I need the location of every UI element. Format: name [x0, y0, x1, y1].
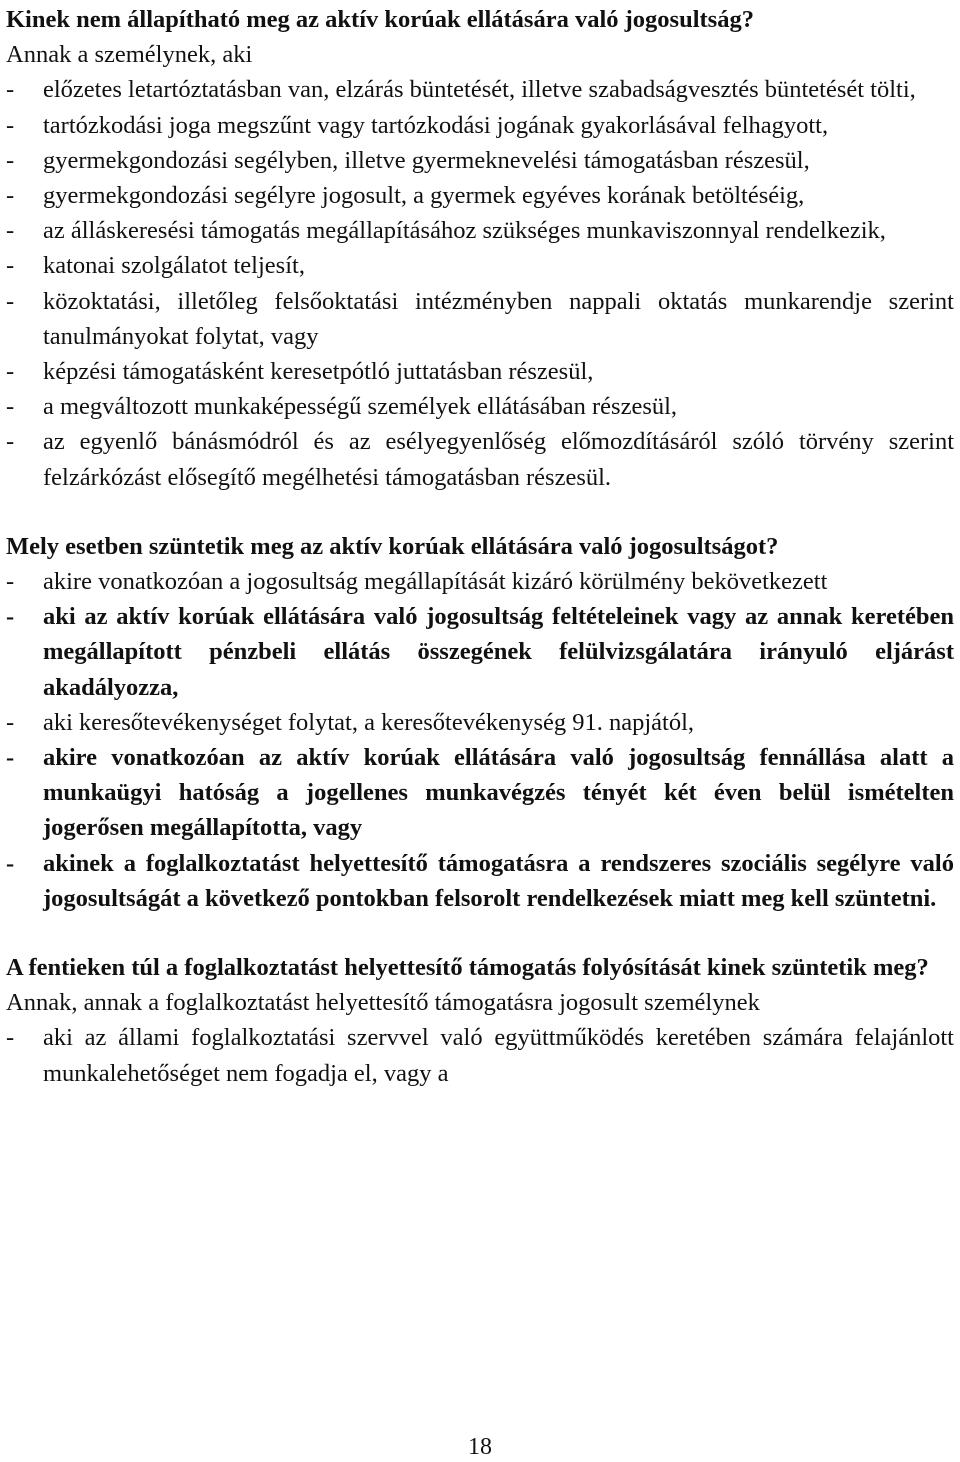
list-dash: - [6, 146, 15, 174]
list-item [6, 143, 954, 178]
list-item-text: aki az állami foglalkoztatási szervvel való együttműködés keretében számára felajánlott munkalehetőséget nem fogadja el, vagy a [43, 1024, 954, 1087]
list-item-text: gyermekgondozási segélyben, illetve gyermeknevelési támogatásban részesül, [43, 146, 810, 174]
list-dash: - [6, 287, 15, 315]
list-item-text: katonai szolgálatot teljesít, [43, 252, 305, 280]
list-dash: - [6, 393, 15, 421]
section-support-termination [6, 950, 954, 1091]
document-page [6, 2, 954, 1125]
list-item [6, 284, 954, 354]
list-item [6, 705, 954, 740]
list-item-text: képzési támogatásként keresetpótló juttatásban részesül, [43, 358, 594, 386]
list-dash: - [6, 849, 15, 877]
list-dash: - [6, 428, 15, 456]
list-dash: - [6, 111, 15, 139]
section-heading: Kinek nem állapítható meg az aktív korúak ellátására való jogosultság? [6, 6, 754, 33]
list-item-text: tartózkodási joga megszűnt vagy tartózkodási jogának gyakorlásával felhagyott, [43, 111, 829, 139]
list-dash: - [6, 1024, 15, 1052]
list-dash: - [6, 182, 15, 210]
list-dash: - [6, 358, 15, 386]
list-item [6, 108, 954, 143]
list-dash: - [6, 744, 15, 772]
list-item [6, 564, 954, 599]
list-dash: - [6, 603, 15, 631]
list-item [6, 599, 954, 705]
list-item [6, 846, 954, 916]
list-item-text: előzetes letartóztatásban van, elzárás büntetését, illetve szabadságvesztés büntetését tölti, [43, 76, 916, 104]
list-dash: - [6, 217, 15, 245]
list-item-text: a megváltozott munkaképességű személyek ellátásában részesül, [43, 393, 678, 421]
list-item-text: közoktatási, illetőleg felsőoktatási intézményben nappali oktatás munkarendje szerint tanulmányokat folytat, vagy [43, 287, 954, 350]
list-item [6, 213, 954, 248]
list-item-text: aki az aktív korúak ellátására való jogosultság feltételeinek vagy az annak keretében megállapított pénzbeli ellátás összegének felülvizsgálatára irányuló eljárást akadályozza, [43, 603, 954, 701]
section-not-eligible [6, 2, 954, 495]
list-item-text: gyermekgondozási segélyre jogosult, a gyermek egyéves korának betöltéséig, [43, 182, 805, 210]
section-intro: Annak a személynek, aki [6, 41, 253, 69]
list-item-text: akire vonatkozóan a jogosultság megállapítását kizáró körülmény bekövetkezett [43, 568, 828, 596]
section-heading: Mely esetben szüntetik meg az aktív korúak ellátására való jogosultságot? [6, 532, 779, 560]
list-dash: - [6, 708, 15, 736]
list-item-text: akinek a foglalkoztatást helyettesítő támogatásra a rendszeres szociális segélyre való jogosultságát a következő pontokban felsorolt rendelkezések miatt meg kell szüntetni. [43, 849, 954, 912]
list-dash: - [6, 252, 15, 280]
list-item [6, 248, 954, 283]
list-item-text: akire vonatkozóan az aktív korúak ellátására való jogosultság fennállása alatt a munkaügyi hatóság a jogellenes munkavégzés tényét két éven belül ismételten jogerősen megállapította, vagy [43, 744, 954, 842]
list-dash: - [6, 568, 15, 596]
list-item [6, 354, 954, 389]
list-dash: - [6, 76, 15, 104]
list-item-text: az egyenlő bánásmódról és az esélyegyenlőség előmozdításáról szóló törvény szerint felzárkózást elősegítő megélhetési támogatásban részesül. [43, 428, 954, 491]
list-item [6, 72, 954, 107]
list-item [6, 178, 954, 213]
section-termination [6, 529, 954, 916]
list-item-text: aki keresőtevékenységet folytat, a keresőtevékenység 91. napjától, [43, 708, 695, 736]
section-heading: A fentieken túl a foglalkoztatást helyettesítő támogatás folyósítását kinek szüntetik meg? [6, 954, 929, 982]
section-intro: Annak, annak a foglalkoztatást helyettesítő támogatásra jogosult személynek [6, 989, 760, 1017]
list-item [6, 740, 954, 846]
list-item [6, 389, 954, 424]
page-number: 18 [468, 1434, 492, 1460]
list-item [6, 424, 954, 494]
list-item-text: az álláskeresési támogatás megállapításához szükséges munkaviszonnyal rendelkezik, [43, 217, 886, 245]
list-item [6, 1020, 954, 1090]
